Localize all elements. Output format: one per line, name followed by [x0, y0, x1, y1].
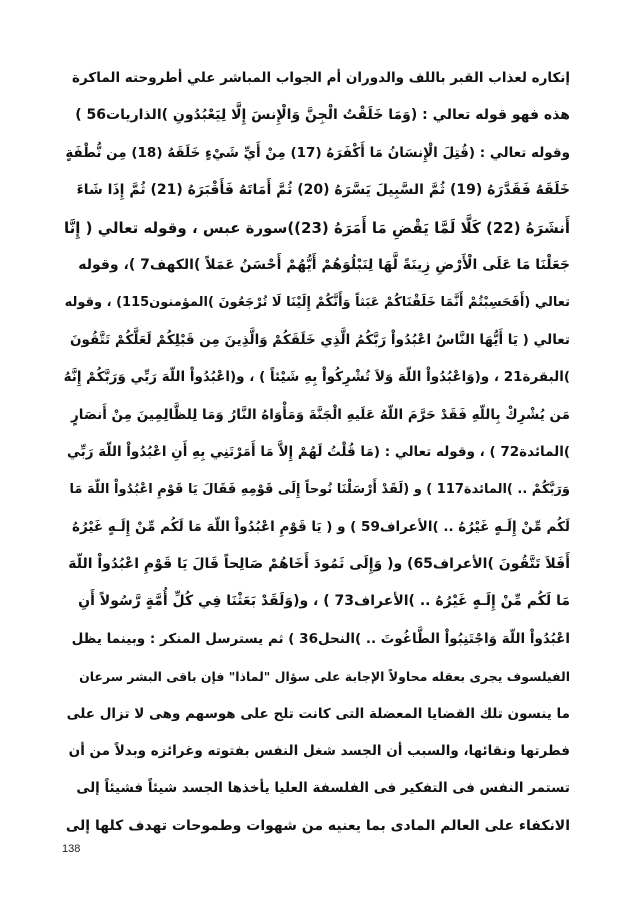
text-line: أَفَلاَ تَتَّقُونَ )الأعراف65) و( وَإِلَى ثَمُودَ أَخَاهُمْ صَالِحاً قَالَ يَا قَوْمِ اعْبُدُواْ اللّهَ	[68, 556, 570, 573]
text-line: ما ينسون تلك القضايا المعضلة التى كانت تلح على هوسهم وهى لا تزال على	[66, 705, 570, 722]
text-line: الانكفاء على العالم المادى بما يعنيه من شهوات وطموحات تهدف كلها إلى	[65, 817, 570, 834]
text-line: إنكاره لعذاب القبر باللف والدوران أم الجواب المباشر علي أطروحته الماكرة	[72, 70, 570, 86]
text-line: لَكُم مِّنْ إِلَـهٍ غَيْرُهُ .. )الأعراف59 ) و ( يَا قَوْمِ اعْبُدُواْ اللّهَ مَا لَكُم مِّنْ إِلَـهٍ غَيْرُهُ	[71, 518, 570, 535]
text-line: مَا لَكُم مِّنْ إِلَـهٍ غَيْرُهُ .. )الأعراف73 ) ، و(وَلَقَدْ بَعَثْنَا فِي كُلِّ أُمَّةٍ رَّسُولاً أَنِ	[78, 593, 570, 610]
text-line: تستمر النفس فى التفكير فى الفلسفة العليا يأخذها الجسد شيئاً فشيئاً إلى	[76, 780, 570, 797]
text-line: أَنشَرَهُ (22) كَلَّا لَمَّا يَقْضِ مَا أَمَرَهُ (23))سورة عبس ، وقوله تعالي ( إِنَّا	[63, 218, 570, 237]
text-line: مَن يُشْرِكْ بِاللّهِ فَقَدْ حَرَّمَ اللّهُ عَلَيهِ الْجَنَّةَ وَمَأْوَاهُ النَّارُ وَمَا لِلظَّالِمِينَ مِنْ أَنصَارٍ	[70, 406, 570, 423]
text-line: الفيلسوف يجرى بعقله محاولاً الإجابة على سؤال "لماذا" فإن باقى البشر سرعان	[79, 669, 570, 685]
text-line: خَلَقَهُ فَقَدَّرَهُ (19) ثُمَّ السَّبِيلَ يَسَّرَهُ (20) ثُمَّ أَمَاتَهُ فَأَقْبَرَهُ (21) ثُمَّ إِذَا شَاءَ	[76, 182, 570, 199]
text-line: اعْبُدُواْ اللّهَ وَاجْتَنِبُواْ الطَّاغُوتَ .. )النحل36 ) ثم يسترسل المنكر : وبينما يظل	[71, 630, 570, 647]
text-line: فطرتها ونقائها، والسبب أن الجسد شغل النفس بفتوته وغرائزه وبدلاً من أن	[68, 743, 570, 760]
text-line: تعالي (أَفَحَسِبْتُمْ أَنَّمَا خَلَقْنَاكُمْ عَبَثاً وَأَنَّكُمْ إِلَيْنَا لَا تُرْجَعُونَ )المؤمنون115) ، وقوله	[64, 295, 570, 311]
text-line: )البقرة21 ، و(وَاعْبُدُواْ اللّهَ وَلاَ تُشْرِكُواْ بِهِ شَيْئاً ) ، و(اعْبُدُواْ اللّهَ رَبِّي وَرَبَّكُمْ إِنَّهُ	[63, 369, 570, 386]
text-line: تعالي ( يَا أَيُّهَا النَّاسُ اعْبُدُواْ رَبَّكُمُ الَّذِي خَلَقَكُمْ وَالَّذِينَ مِن قَبْلِكُمْ لَعَلَّكُمْ تَتَّقُونَ	[69, 331, 570, 348]
text-line: وقوله تعالي : (قُتِلَ الْإِنسَانُ مَا أَكْفَرَهُ (17) مِنْ أَيِّ شَيْءٍ خَلَقَهُ (18) مِن نُّطْفَةٍ	[65, 144, 570, 161]
text-line: جَعَلْنَا مَا عَلَى الْأَرْضِ زِينَةً لَّهَا لِنَبْلُوَهُمْ أَيُّهُمْ أَحْسَنُ عَمَلاً )الكهف7 )، وقوله	[78, 256, 570, 273]
text-line: هذه فهو قوله تعالي : (وَمَا خَلَقْتُ الْجِنَّ وَالْإِنسَ إِلَّا لِيَعْبُدُونِ )الذاريات56 )	[75, 107, 570, 124]
text-line: )المائدة72 ) ، وقوله تعالي : (مَا قُلْتُ لَهُمْ إِلاَّ مَا أَمَرْتَنِي بِهِ أَنِ اعْبُدُواْ اللّهَ رَبِّي	[67, 443, 570, 460]
body-text	[62, 60, 570, 845]
page-number: 138	[62, 843, 81, 855]
text-line: وَرَبَّكُمْ .. )المائدة117 ) و (لَقَدْ أَرْسَلْنَا نُوحاً إِلَى قَوْمِهِ فَقَالَ يَا قَوْمِ اعْبُدُواْ اللّهَ مَا	[69, 482, 570, 498]
